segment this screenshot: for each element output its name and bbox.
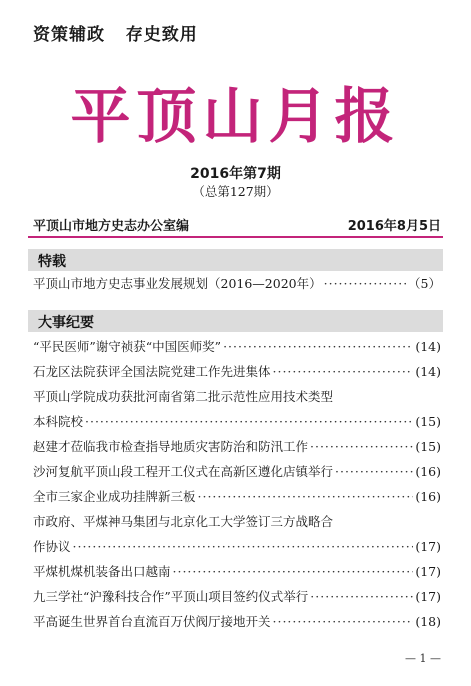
toc-entry-title: 平高诞生世界首台直流百万伏阀厅接地开关: [33, 614, 271, 629]
toc-list-special: [33, 271, 441, 296]
toc-entry-title: 平顶山学院成功获批河南省第二批示范性应用技术类型: [33, 389, 334, 404]
toc-entry[interactable]: [33, 334, 441, 359]
leader-dots: [73, 534, 414, 559]
toc-entry-title: 全市三家企业成功挂牌新三板: [33, 489, 196, 504]
toc-entry-page: （5）: [408, 276, 441, 291]
toc-entry-title-cont: 本科院校: [33, 414, 84, 429]
toc-entry[interactable]: [33, 559, 441, 584]
leader-dots: [198, 484, 414, 509]
toc-entry-page: (15): [415, 439, 441, 454]
toc-entry-page: (17): [415, 589, 441, 604]
leader-dots: [173, 559, 414, 584]
leader-dots: [273, 609, 414, 634]
toc-entry-title: 赵建才莅临我市检查指导地质灾害防治和防汛工作: [33, 439, 309, 454]
toc-entry[interactable]: [33, 484, 441, 509]
editor-label: 平顶山市地方史志办公室编: [33, 219, 190, 234]
toc-entry-page: (14): [415, 339, 441, 354]
toc-entry[interactable]: [33, 434, 441, 459]
leader-dots: [223, 334, 413, 359]
section-heading-label: 大事纪要: [38, 315, 94, 331]
section-heading-label: 特载: [38, 254, 66, 270]
toc-entry-page: (16): [415, 464, 441, 479]
toc-entry-page: (17): [415, 564, 441, 579]
toc-entry-title: 九三学社“沪豫科技合作”平顶山项目签约仪式举行: [33, 589, 309, 604]
toc-entry[interactable]: [33, 584, 441, 609]
publish-date: 2016年8月5日: [347, 219, 441, 234]
toc-entry-page: (16): [415, 489, 441, 504]
toc-entry-title: 沙河复航平顶山段工程开工仪式在高新区遵化店镇举行: [33, 464, 334, 479]
toc-entry-title: 市政府、平煤神马集团与北京化工大学签订三方战略合: [33, 514, 334, 529]
leader-dots: [85, 409, 413, 434]
leader-dots: [273, 359, 414, 384]
toc-entry-title: “平民医师”谢守祯获“中国医师奖”: [33, 339, 222, 354]
toc-list-events: [33, 334, 441, 634]
toc-entry[interactable]: [33, 271, 441, 296]
toc-entry-continued[interactable]: [33, 509, 441, 534]
toc-entry-page: (17): [415, 539, 441, 554]
toc-entry-title: 石龙区法院获评全国法院党建工作先进集体: [33, 364, 271, 379]
leader-dots: [310, 434, 413, 459]
leader-dots: [335, 459, 413, 484]
toc-entry-title-cont: 作协议: [33, 539, 71, 554]
toc-entry[interactable]: [33, 409, 441, 434]
motto-text: 资策辅政 存史致用: [33, 25, 198, 45]
header-divider: [28, 236, 443, 238]
toc-entry-page: (18): [415, 614, 441, 629]
toc-entry-title: 平顶山市地方史志事业发展规划（2016—2020年）: [33, 276, 322, 291]
toc-entry-title: 平煤机煤机装备出口越南: [33, 564, 171, 579]
toc-entry-page: (14): [415, 364, 441, 379]
toc-entry[interactable]: [33, 459, 441, 484]
section-heading-special: [28, 249, 443, 271]
masthead-title: 平顶山月报: [70, 82, 401, 152]
section-heading-events: [28, 310, 443, 332]
leader-dots: [310, 584, 413, 609]
page-number: — 1 —: [405, 652, 441, 665]
issue-total-number: （总第127期）: [192, 184, 279, 199]
issue-number: 2016年第7期: [190, 166, 281, 182]
toc-entry[interactable]: [33, 534, 441, 559]
leader-dots: [324, 271, 406, 296]
toc-entry[interactable]: [33, 609, 441, 634]
toc-entry-continued[interactable]: [33, 384, 441, 409]
toc-entry[interactable]: [33, 359, 441, 384]
toc-entry-page: (15): [415, 414, 441, 429]
